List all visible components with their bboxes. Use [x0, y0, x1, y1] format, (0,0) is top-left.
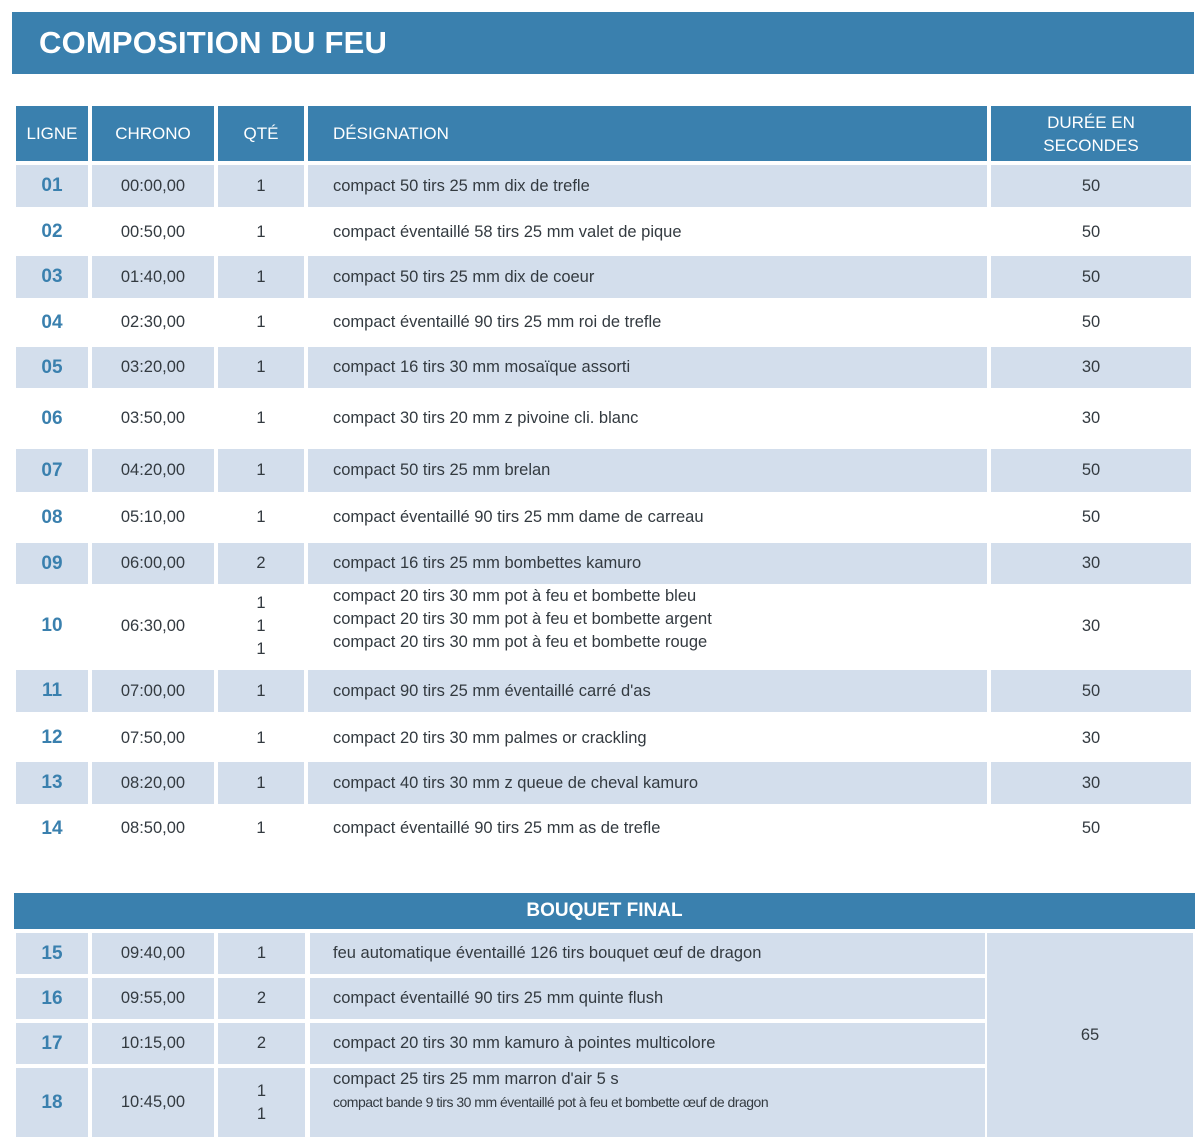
cell-chrono: 02:30,00 — [120, 313, 186, 331]
cell-duree: 50 — [1081, 508, 1101, 526]
cell-designation-line: compact 20 tirs 30 mm pot à feu et bombette argent — [333, 610, 712, 628]
cell-designation-line: compact 25 tirs 25 mm marron d'air 5 s — [333, 1070, 619, 1088]
cell-qte-line: 1 — [256, 1081, 267, 1100]
page-title: COMPOSITION DU FEU — [12, 12, 1194, 74]
cell-qte-line: 1 — [256, 358, 266, 376]
cell-qte — [218, 256, 304, 298]
cell-designation-line: compact éventaillé 90 tirs 25 mm as de trefle — [333, 819, 661, 837]
cell-designation — [308, 543, 987, 584]
cell-chrono: 05:10,00 — [120, 508, 186, 526]
cell-qte — [218, 1068, 305, 1137]
cell-qte-line: 1 — [256, 222, 266, 241]
cell-ligne: 12 — [41, 727, 63, 748]
cell-duree: 30 — [991, 543, 1191, 584]
cell-qte-line: 1 — [256, 773, 266, 792]
cell-designation — [310, 1068, 985, 1137]
cell-designation — [308, 165, 987, 207]
cell-qte-line: 1 — [256, 728, 266, 747]
cell-duree: 30 — [1081, 409, 1101, 427]
cell-designation-line: compact bande 9 tirs 30 mm éventaillé pot à feu et bombette œuf de dragon — [333, 1094, 769, 1110]
cell-duree: 30 — [1081, 616, 1101, 635]
cell-designation-line: compact 90 tirs 25 mm éventaillé carré d'as — [333, 681, 651, 700]
cell-ligne: 13 — [16, 762, 88, 804]
column-header-designation: DÉSIGNATION — [308, 106, 987, 161]
cell-designation-line: compact 20 tirs 30 mm pot à feu et bombette bleu — [333, 587, 697, 605]
cell-qte-line: 2 — [256, 554, 266, 572]
cell-duree: 50 — [1081, 222, 1101, 241]
cell-ligne: 03 — [16, 256, 88, 298]
cell-designation — [308, 390, 987, 447]
cell-designation-line: compact 30 tirs 20 mm z pivoine cli. blanc — [333, 409, 639, 427]
bouquet-duration-cell: 65 — [987, 933, 1193, 1137]
cell-qte — [218, 300, 304, 345]
cell-designation-line: compact 20 tirs 30 mm pot à feu et bombette rouge — [333, 633, 708, 651]
column-header-ligne: LIGNE — [16, 106, 88, 161]
cell-qte — [218, 762, 304, 804]
cell-chrono: 00:50,00 — [120, 222, 186, 241]
cell-ligne: 05 — [16, 347, 88, 388]
cell-designation-line: compact 40 tirs 30 mm z queue de cheval kamuro — [333, 773, 699, 792]
cell-qte-line: 1 — [256, 1104, 267, 1123]
cell-qte-line: 1 — [256, 819, 266, 837]
cell-designation — [308, 256, 987, 298]
cell-chrono: 07:00,00 — [92, 670, 214, 712]
cell-ligne: 11 — [16, 670, 88, 712]
cell-designation — [310, 978, 985, 1019]
cell-qte — [218, 390, 304, 447]
cell-qte-line: 1 — [256, 639, 266, 658]
cell-qte — [218, 543, 304, 584]
cell-chrono: 07:50,00 — [120, 728, 186, 747]
duree-label-line1: DURÉE EN — [1047, 112, 1135, 132]
cell-qte — [218, 449, 304, 492]
cell-ligne: 10 — [41, 615, 63, 636]
cell-designation — [310, 933, 985, 974]
cell-ligne: 02 — [41, 221, 63, 242]
cell-qte-line: 1 — [256, 944, 267, 962]
cell-designation-line: compact 16 tirs 30 mm mosaïque assorti — [333, 358, 631, 376]
cell-qte — [218, 715, 304, 761]
cell-qte-line: 1 — [256, 508, 266, 526]
bouquet-final-header: BOUQUET FINAL — [14, 893, 1195, 929]
cell-duree: 30 — [1081, 728, 1101, 747]
cell-qte — [218, 978, 305, 1019]
cell-qte-line: 1 — [256, 267, 266, 286]
cell-designation-line: compact éventaillé 90 tirs 25 mm roi de trefle — [333, 313, 662, 331]
cell-ligne: 14 — [41, 817, 63, 839]
cell-ligne: 17 — [16, 1023, 88, 1064]
cell-designation-line: compact 16 tirs 25 mm bombettes kamuro — [333, 554, 642, 572]
cell-chrono: 08:50,00 — [120, 819, 186, 837]
cell-qte-line: 1 — [256, 176, 266, 195]
cell-designation-line: feu automatique éventaillé 126 tirs bouquet œuf de dragon — [333, 944, 762, 962]
cell-designation-line: compact 50 tirs 25 mm brelan — [333, 461, 551, 479]
cell-chrono: 09:55,00 — [92, 978, 214, 1019]
cell-duree: 50 — [991, 670, 1191, 712]
cell-qte-line: 1 — [256, 461, 266, 479]
cell-ligne: 08 — [41, 506, 63, 528]
cell-qte — [218, 670, 304, 712]
cell-qte — [218, 210, 304, 254]
cell-designation-line: compact éventaillé 90 tirs 25 mm quinte flush — [333, 989, 664, 1007]
cell-designation-line: compact 50 tirs 25 mm dix de coeur — [333, 267, 595, 286]
cell-qte-line: 2 — [256, 989, 267, 1007]
cell-duree: 50 — [991, 256, 1191, 298]
cell-ligne: 07 — [16, 449, 88, 492]
cell-chrono: 04:20,00 — [92, 449, 214, 492]
cell-ligne: 09 — [16, 543, 88, 584]
cell-ligne: 15 — [16, 933, 88, 974]
cell-chrono: 10:45,00 — [92, 1068, 214, 1137]
cell-ligne: 18 — [16, 1068, 88, 1137]
cell-chrono: 01:40,00 — [92, 256, 214, 298]
cell-designation — [308, 585, 987, 667]
cell-duree: 30 — [991, 762, 1191, 804]
cell-qte — [218, 347, 304, 388]
cell-designation — [308, 762, 987, 804]
cell-designation — [308, 806, 987, 851]
cell-designation-line: compact 50 tirs 25 mm dix de trefle — [333, 176, 590, 195]
cell-designation — [308, 210, 987, 254]
cell-qte-line: 1 — [256, 681, 266, 700]
cell-qte — [218, 806, 304, 851]
cell-designation-line: compact 20 tirs 30 mm kamuro à pointes multicolore — [333, 1034, 716, 1052]
cell-duree: 50 — [991, 165, 1191, 207]
cell-designation-line: compact 20 tirs 30 mm palmes or crackling — [333, 728, 647, 747]
cell-qte-line: 2 — [256, 1034, 267, 1052]
cell-duree: 50 — [1081, 313, 1101, 331]
cell-chrono: 03:20,00 — [92, 347, 214, 388]
cell-qte-line: 1 — [256, 616, 266, 635]
cell-qte — [218, 585, 304, 667]
column-header-chrono: CHRONO — [92, 106, 214, 161]
cell-chrono: 03:50,00 — [120, 409, 186, 427]
cell-designation — [308, 715, 987, 761]
cell-chrono: 06:30,00 — [120, 616, 186, 635]
cell-chrono: 06:00,00 — [92, 543, 214, 584]
cell-duree: 30 — [991, 347, 1191, 388]
cell-designation — [308, 347, 987, 388]
cell-chrono: 00:00,00 — [92, 165, 214, 207]
cell-duree: 50 — [991, 449, 1191, 492]
cell-designation-line: compact éventaillé 58 tirs 25 mm valet de pique — [333, 222, 682, 241]
cell-qte-line: 1 — [256, 313, 266, 331]
cell-ligne: 01 — [16, 165, 88, 207]
column-header-duree — [991, 106, 1191, 161]
cell-designation — [308, 449, 987, 492]
cell-qte — [218, 494, 304, 541]
cell-chrono: 10:15,00 — [92, 1023, 214, 1064]
cell-designation-line: compact éventaillé 90 tirs 25 mm dame de carreau — [333, 508, 704, 526]
column-header-qte: QTÉ — [218, 106, 304, 161]
cell-qte — [218, 933, 305, 974]
cell-qte-line: 1 — [256, 409, 266, 427]
cell-designation — [310, 1023, 985, 1064]
cell-designation — [308, 670, 987, 712]
cell-designation — [308, 300, 987, 345]
cell-ligne: 16 — [16, 978, 88, 1019]
cell-chrono: 08:20,00 — [92, 762, 214, 804]
cell-qte-line: 1 — [256, 593, 266, 612]
cell-ligne: 06 — [41, 407, 63, 429]
duree-label-line2: SECONDES — [1043, 135, 1139, 155]
cell-ligne: 04 — [41, 311, 63, 333]
cell-chrono: 09:40,00 — [92, 933, 214, 974]
cell-duree: 50 — [1081, 819, 1101, 837]
cell-designation — [308, 494, 987, 541]
cell-qte — [218, 165, 304, 207]
cell-qte — [218, 1023, 305, 1064]
